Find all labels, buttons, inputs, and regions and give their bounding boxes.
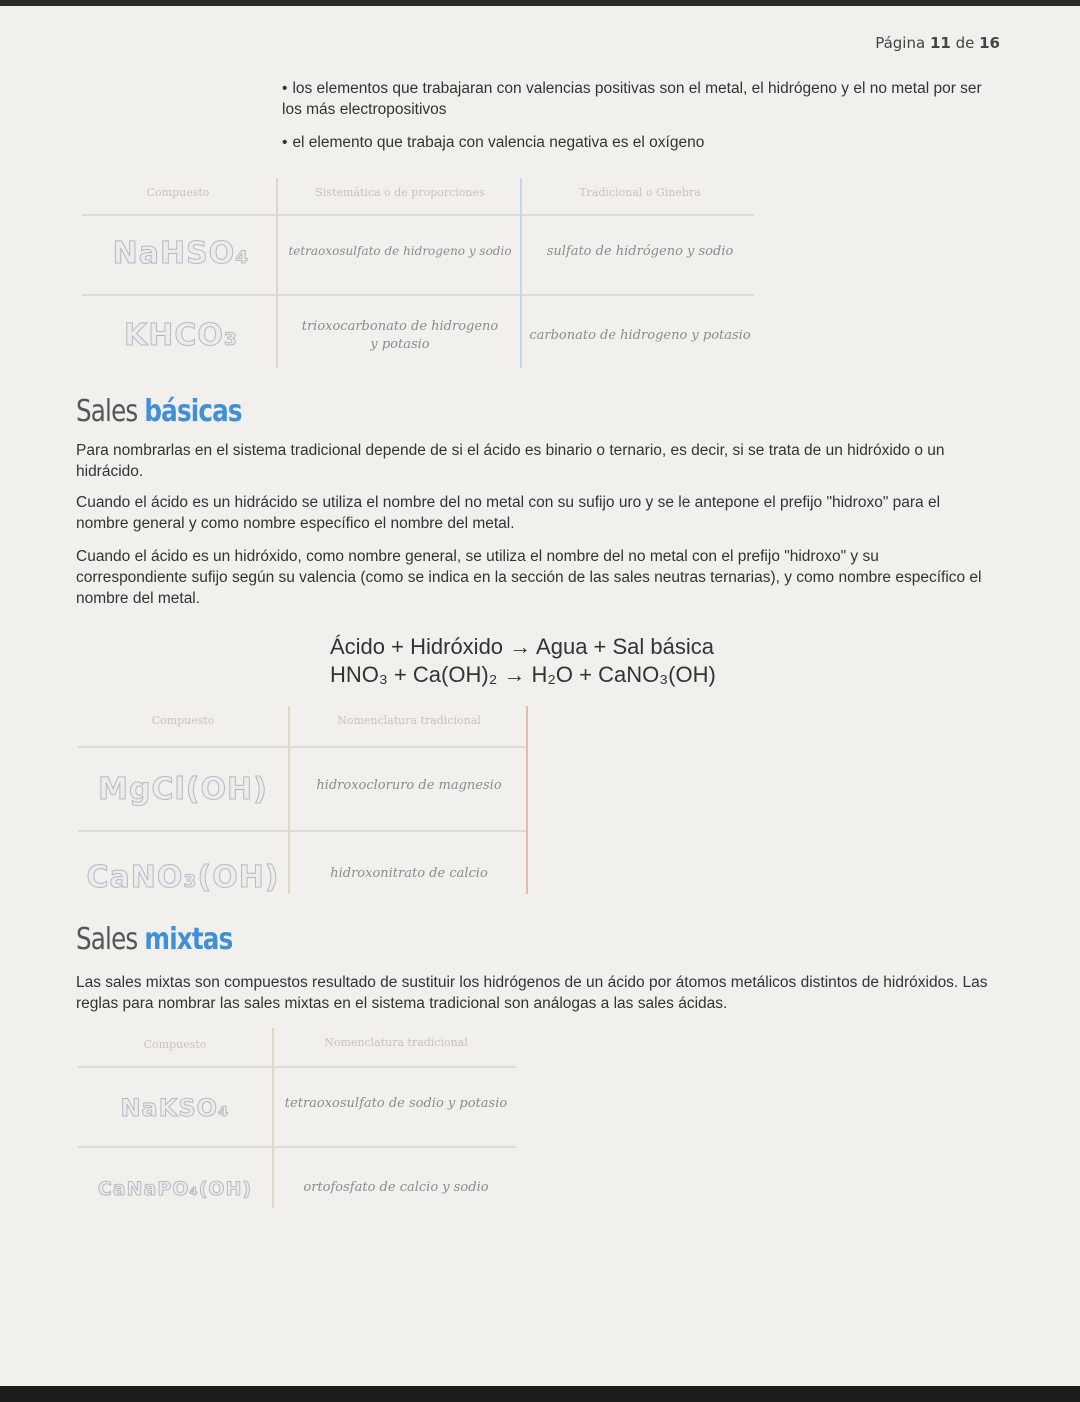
table-cell-formula: CaNaPO₄(OH): [97, 1178, 253, 1200]
equation-words: Ácido + Hidróxido → Agua + Sal básica: [330, 634, 715, 659]
table-cell: carbonato de hidrogeno y potasio: [529, 328, 751, 343]
page-number: [875, 34, 1000, 52]
section-title-plain: Sales: [76, 394, 145, 429]
table-header: Compuesto: [151, 714, 215, 727]
section-title-plain: Sales: [76, 922, 145, 957]
section-title-accent: mixtas: [144, 922, 233, 957]
section-title-sales-basicas: [76, 394, 242, 429]
page-current: 11: [929, 34, 951, 52]
paragraph: Cuando el ácido es un hidrácido se utiliza el nombre del no metal con su sufijo uro y se le antepone el prefijo "hidroxo" para el nombre general y como nombre específico el nombre del metal.: [76, 494, 941, 532]
row-divider: [82, 214, 754, 216]
table-cell: trioxocarbonato de hidrogeno y potasio: [301, 319, 499, 352]
table-cell: hidroxocloruro de magnesio: [316, 778, 502, 793]
table-header: Nomenclatura tradicional: [337, 714, 481, 727]
page-number-middle: de: [950, 34, 980, 52]
equation-formula: HNO₃ + Ca(OH)₂ → H₂O + CaNO₃(OH): [330, 662, 716, 687]
table-header: Compuesto: [143, 1038, 207, 1051]
bullet-text: el elemento que trabaja con valencia negativa es el oxígeno: [292, 134, 705, 151]
column-divider: [272, 1028, 274, 1208]
column-divider: [526, 706, 528, 894]
row-divider: [82, 294, 754, 296]
row-divider: [78, 830, 528, 832]
table-cell: tetraoxosulfato de sodio y potasio: [284, 1096, 508, 1111]
table-cell: sulfato de hidrógeno y sodio: [546, 244, 734, 259]
table-header: Compuesto: [146, 186, 210, 199]
table-cell: tetraoxosulfato de hidrogeno y sodio: [288, 244, 512, 258]
bullet-icon: •: [282, 134, 288, 151]
bullet-item: [282, 78, 1002, 120]
page-number-prefix: Página: [875, 34, 930, 52]
row-divider: [78, 1066, 516, 1068]
table-cell: ortofosfato de calcio y sodio: [303, 1180, 489, 1195]
table-header: Sistemática o de proporciones: [315, 186, 485, 199]
table-cell-formula: MgCl(OH): [98, 772, 268, 807]
page-total: 16: [979, 34, 1000, 52]
table-cell: hidroxonitrato de calcio: [330, 866, 488, 881]
bottom-edge: [0, 1386, 1080, 1402]
bullet-item: [282, 132, 1002, 153]
table-cell-formula: KHCO₃: [123, 318, 238, 353]
paragraph: Las sales mixtas son compuestos resultado de sustituir los hidrógenos de un ácido por átomos metálicos distintos de hidróxidos. Las reglas para nombrar las sales mixtas en el sistema tradicional son análogas a las sales ácidas.: [76, 974, 988, 1012]
bullet-list: [282, 78, 1002, 165]
column-divider: [520, 178, 522, 368]
table-header: Nomenclatura tradicional: [324, 1036, 468, 1049]
table-header: Tradicional o Ginebra: [579, 186, 701, 199]
top-edge: [0, 0, 1080, 6]
column-divider: [276, 178, 278, 368]
section-title-accent: básicas: [144, 394, 242, 429]
paragraph: Para nombrarlas en el sistema tradicional depende de si el ácido es binario o ternario, es decir, si se trata de un hidróxido o un hidrácido.: [76, 442, 945, 480]
table-cell-formula: CaNO₃(OH): [86, 860, 280, 895]
paragraph: Cuando el ácido es un hidróxido, como nombre general, se utiliza el nombre del no metal con el prefijo "hidroxo" y su correspondiente sufijo según su valencia (como se indica en la sección de las sales neutras ternarias), y como nombre específico el nombre del metal.: [76, 548, 982, 607]
table-cell-formula: NaHSO₄: [112, 236, 250, 271]
table-cell-formula: NaKSO₄: [120, 1094, 230, 1122]
row-divider: [78, 1146, 516, 1148]
section-title-sales-mixtas: [76, 922, 232, 957]
reaction-equation: [330, 633, 716, 689]
bullet-icon: •: [282, 80, 288, 97]
row-divider: [78, 746, 528, 748]
bullet-text: los elementos que trabajaran con valencias positivas son el metal, el hidrógeno y el no metal por ser los más electropositivos: [282, 80, 982, 118]
column-divider: [288, 706, 290, 894]
